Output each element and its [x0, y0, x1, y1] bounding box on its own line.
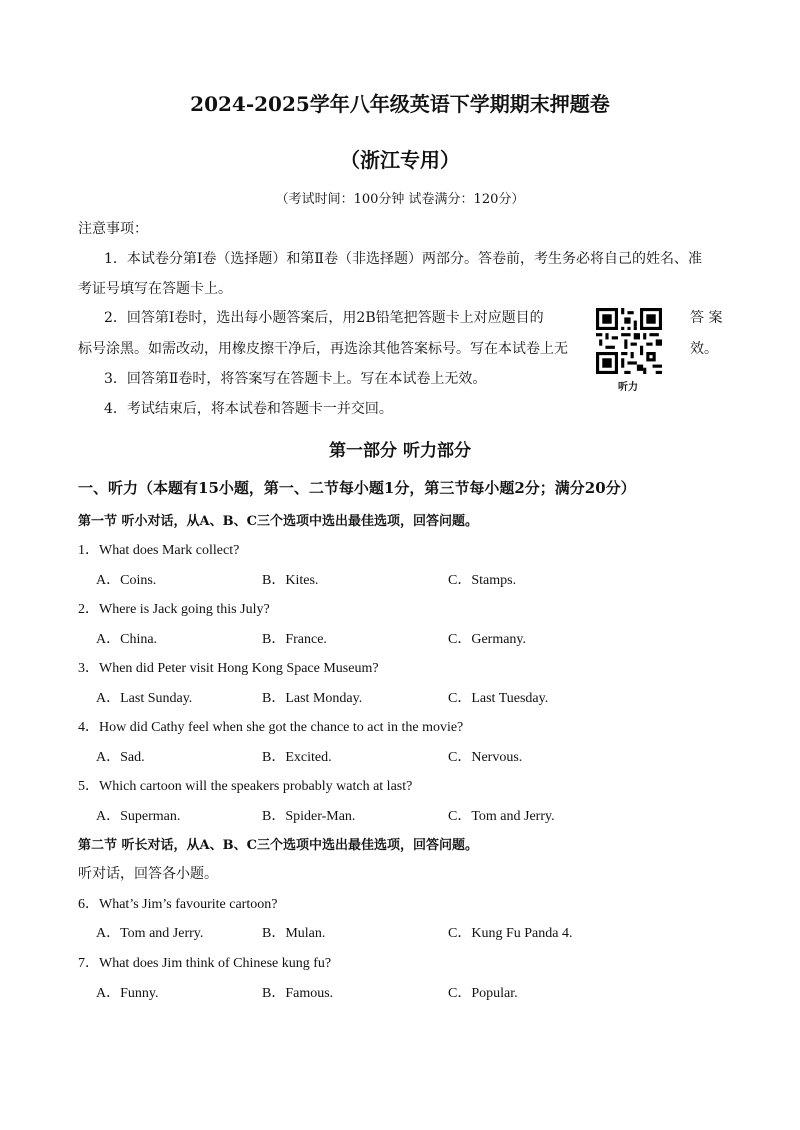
- question-6: 6．What’s Jim’s favourite cartoon?: [78, 897, 278, 912]
- q5-option-a: A．Superman.: [96, 809, 181, 824]
- listening-section-heading: 一、听力（本题有15小题，第一、二节每小题1分，第三节每小题2分；满分20分）: [78, 479, 636, 497]
- q3-option-b: B．Last Monday.: [262, 691, 363, 706]
- question-5: 5．Which cartoon will the speakers probably watch at last?: [78, 779, 413, 794]
- q4-option-c: C．Nervous.: [448, 750, 523, 765]
- q2-option-b: B．France.: [262, 632, 327, 647]
- q3-option-a: A．Last Sunday.: [96, 691, 193, 706]
- exam-title: 2024-2025学年八年级英语下学期期末押题卷: [190, 92, 610, 116]
- exam-info: （考试时间：100分钟 试卷满分：120分）: [275, 192, 525, 207]
- q6-option-b: B．Mulan.: [262, 926, 326, 941]
- q5-option-c: C．Tom and Jerry.: [448, 809, 555, 824]
- note-item-1-line-1: 1．本试卷分第Ⅰ卷（选择题）和第Ⅱ卷（非选择题）两部分。答卷前，考生务必将自己的姓名、准: [104, 251, 702, 267]
- q1-option-c: C．Stamps.: [448, 573, 517, 588]
- q6-option-c: C．Kung Fu Panda 4.: [448, 926, 573, 941]
- q4-option-b: B．Excited.: [262, 750, 332, 765]
- note-item-2-tail-2: 效。: [690, 341, 718, 357]
- exam-subtitle: （浙江专用）: [340, 148, 460, 172]
- q3-option-c: C．Last Tuesday.: [448, 691, 549, 706]
- note-item-1-line-2: 考证号填写在答题卡上。: [78, 281, 232, 297]
- q7-option-a: A．Funny.: [96, 986, 159, 1001]
- question-2: 2．Where is Jack going this July?: [78, 602, 270, 617]
- q7-option-b: B．Famous.: [262, 986, 334, 1001]
- note-item-4: 4．考试结束后，将本试卷和答题卡一并交回。: [104, 401, 393, 417]
- question-4: 4．How did Cathy feel when she got the chance to act in the movie?: [78, 720, 464, 735]
- part1-title: 第一部分 听力部分: [329, 441, 471, 461]
- question-7: 7．What does Jim think of Chinese kung fu?: [78, 956, 332, 971]
- q1-option-b: B．Kites.: [262, 573, 319, 588]
- note-item-2-tail-1: 答 案: [690, 310, 723, 326]
- notes-heading: 注意事项：: [78, 221, 148, 237]
- q4-option-a: A．Sad.: [96, 750, 145, 765]
- q1-option-a: A．Coins.: [96, 573, 157, 588]
- q2-option-a: A．China.: [96, 632, 158, 647]
- q7-option-c: C．Popular.: [448, 986, 518, 1001]
- q2-option-c: C．Germany.: [448, 632, 527, 647]
- question-3: 3．When did Peter visit Hong Kong Space Museum?: [78, 661, 379, 676]
- qr-code-icon[interactable]: [596, 308, 662, 374]
- section-1-heading: 第一节 听小对话，从A、B、C三个选项中选出最佳选项，回答问题。: [78, 514, 478, 529]
- note-item-3: 3．回答第Ⅱ卷时，将答案写在答题卡上。写在本试卷上无效。: [104, 371, 487, 387]
- section-2-heading: 第二节 听长对话，从A、B、C三个选项中选出最佳选项，回答问题。: [78, 838, 478, 853]
- note-item-2-line-1: 2．回答第Ⅰ卷时，选出每小题答案后，用2B铅笔把答题卡上对应题目的: [104, 310, 544, 326]
- section-2-instruction: 听对话，回答各小题。: [78, 866, 218, 882]
- note-item-2-line-2: 标号涂黑。如需改动，用橡皮擦干净后，再选涂其他答案标号。写在本试卷上无: [78, 341, 568, 357]
- q6-option-a: A．Tom and Jerry.: [96, 926, 204, 941]
- question-1: 1．What does Mark collect?: [78, 543, 240, 558]
- qr-label: 听力: [618, 382, 638, 393]
- q5-option-b: B．Spider-Man.: [262, 809, 356, 824]
